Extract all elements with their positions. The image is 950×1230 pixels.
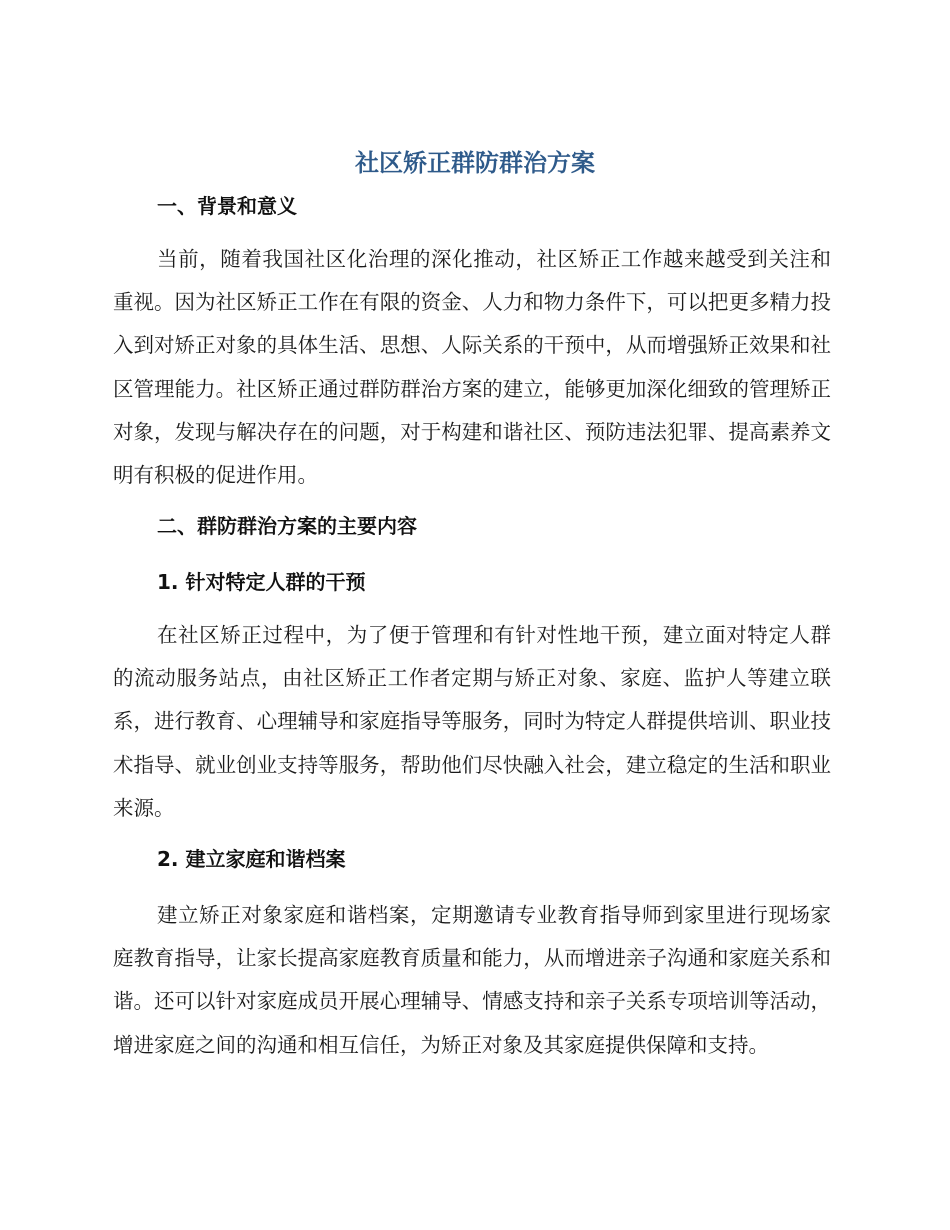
subsection-paragraph-targeted-intervention: 在社区矫正过程中，为了便于管理和有针对性地干预，建立面对特定人群的流动服务站点，由社区矫正工作者定期与矫正对象、家庭、监护人等建立联系，进行教育、心理辅导和家庭指导等服务，同时为特定人群提供培训、职业技术指导、就业创业支持等服务，帮助他们尽快融入社会，建立稳定的生活和职业来源。 [113,623,831,820]
document-title: 社区矫正群防群治方案 [355,149,595,177]
section-paragraph-background: 当前，随着我国社区化治理的深化推动，社区矫正工作越来越受到关注和重视。因为社区矫正工作在有限的资金、人力和物力条件下，可以把更多精力投入到对矫正对象的具体生活、思想、人际关系的干预中，从而增强矫正效果和社区管理能力。社区矫正通过群防群治方案的建立，能够更加深化细致的管理矫正对象，发现与解决存在的问题，对于构建和谐社区、预防违法犯罪、提高素养文明有积极的促进作用。 [113,247,831,488]
subsection-heading-targeted-intervention: 1. 针对特定人群的干预 [157,570,366,594]
subsection-paragraph-family-archive: 建立矫正对象家庭和谐档案，定期邀请专业教育指导师到家里进行现场家庭教育指导，让家长提高家庭教育质量和能力，从而增进亲子沟通和家庭关系和谐。还可以针对家庭成员开展心理辅导、情感支持和亲子关系专项培训等活动，增进家庭之间的沟通和相互信任，为矫正对象及其家庭提供保障和支持。 [113,903,831,1057]
subsection-heading-family-archive: 2. 建立家庭和谐档案 [157,847,346,871]
section-heading-background: 一、背景和意义 [157,194,297,218]
section-heading-main-content: 二、群防群治方案的主要内容 [157,514,417,538]
